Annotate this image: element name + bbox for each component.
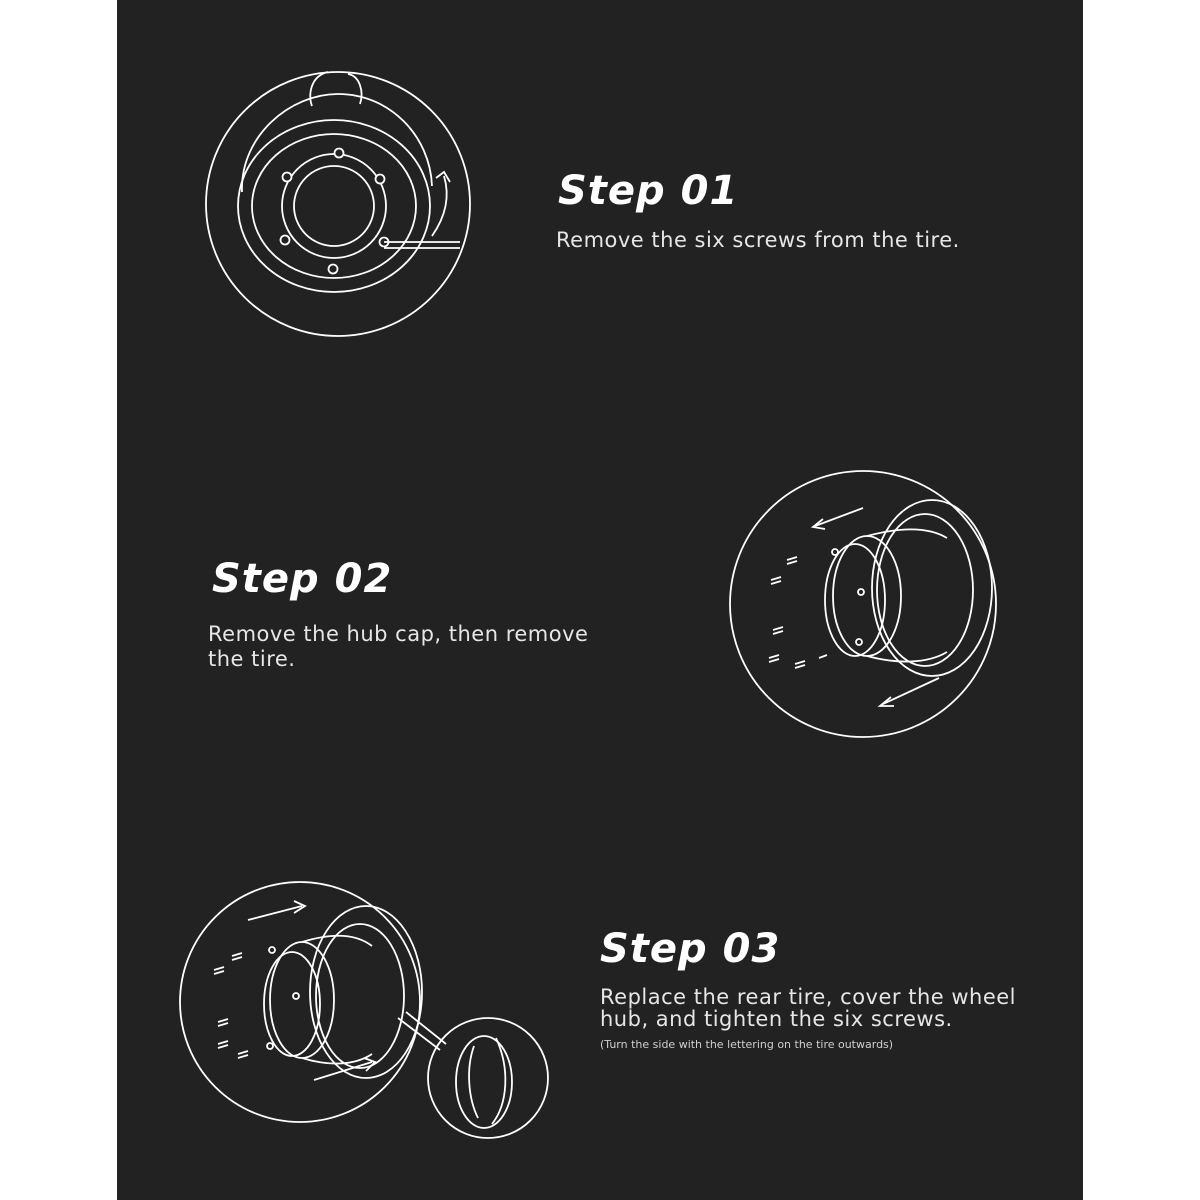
- step-02-description: Remove the hub cap, then remove the tire.: [208, 622, 589, 671]
- step-03-description: Replace the rear tire, cover the wheel hub, and tighten the six screws.: [600, 985, 1017, 1031]
- step-02-title: Step 02: [212, 556, 393, 602]
- tire-replacement-icon: [178, 868, 558, 1142]
- step-03-note: (Turn the side with the lettering on the tire outwards): [600, 1038, 894, 1051]
- step-03-title: Step 03: [600, 926, 781, 972]
- step-01-title: Step 01: [558, 168, 739, 214]
- wheel-screws-removal-icon: [200, 66, 476, 342]
- step-01-description: Remove the six screws from the tire.: [556, 228, 960, 252]
- hub-cap-removal-icon: [727, 468, 999, 740]
